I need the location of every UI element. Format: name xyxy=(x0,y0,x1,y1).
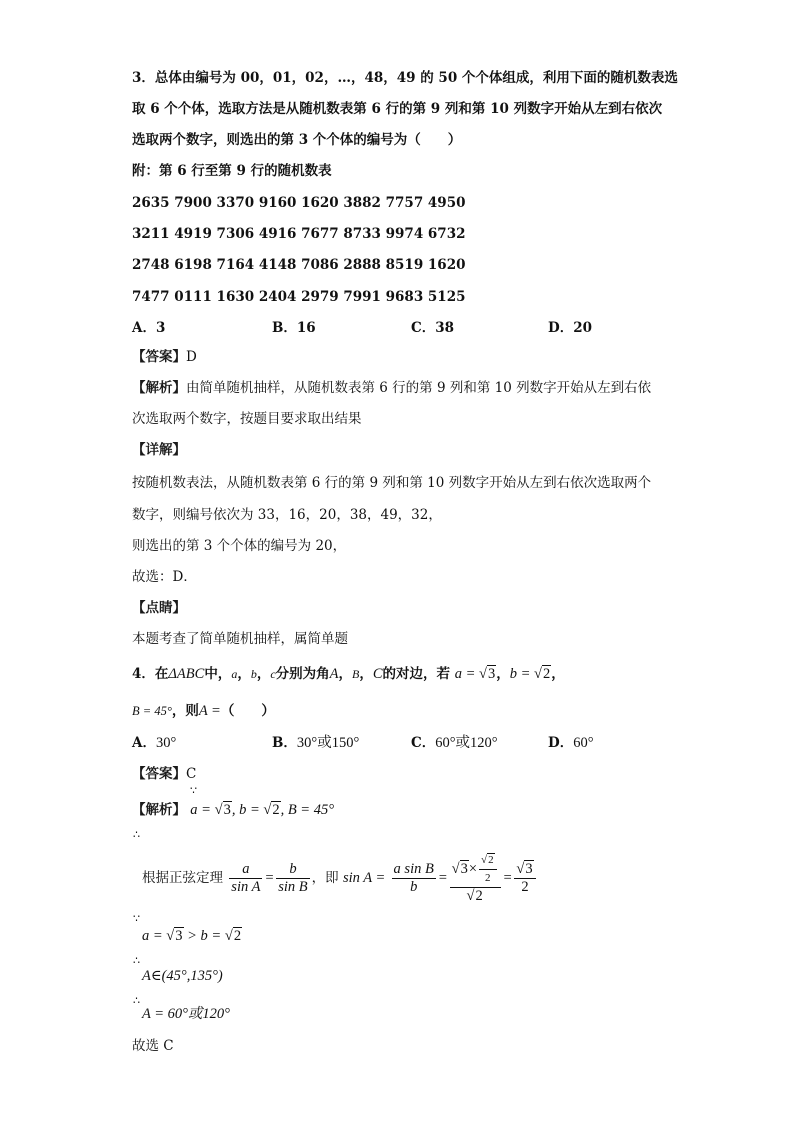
q3-detail-line-4: 故选：D． xyxy=(132,569,197,585)
times-symbol: × xyxy=(468,860,478,877)
q4-given-tail: , B = 45° xyxy=(280,802,335,818)
q4-option-a xyxy=(132,733,176,753)
q3-stem-line-3: 选取两个数字，则选出的第 3 个个体的编号为（ ） xyxy=(132,132,462,148)
q4-given-radicand-3: 3 xyxy=(223,802,231,818)
q3-detail-tag xyxy=(132,440,186,460)
q4-cond-b-lhs: b = xyxy=(509,666,531,682)
q3-option-d: D．20 xyxy=(548,320,592,336)
q3-analysis-text-1: 由简单随机抽样，从随机数表第 6 行的第 9 列和第 10 列数字开始从左到右依 xyxy=(186,380,652,396)
therefore-symbol-2: ∴ xyxy=(133,954,140,967)
q4-option-b-letter: B． xyxy=(272,735,297,751)
q3-detail-line-3: 则选出的第 3 个个体的编号为 20， xyxy=(132,538,347,554)
q4-sine-law-text: 根据正弦定理 xyxy=(142,870,223,886)
q4-comma-1: ， xyxy=(496,666,510,682)
q4-compare-mid: > b = xyxy=(187,928,222,944)
q4-analysis-tag: 【解析】 xyxy=(132,802,186,818)
q4-stem-line-2 xyxy=(132,701,275,721)
q4-var-c: c xyxy=(270,667,276,681)
frac-asinB: a sin B xyxy=(393,861,434,877)
q4-angle-b: B xyxy=(352,667,360,681)
compound-radicand-2: 2 xyxy=(475,888,483,904)
q4-var-b: b xyxy=(250,667,257,681)
q4-comma-2: ， xyxy=(551,666,565,682)
q4-result: A = 60°或120° xyxy=(142,1006,230,1022)
therefore-symbol-3: ∴ xyxy=(133,994,140,1007)
q4-conclusion: 故选 C xyxy=(132,1038,174,1054)
q4-stem-line-1: 4．在ΔABC中，a，b，c分别为角A，B，C的对边，若 a = √3，b = √2， xyxy=(132,666,565,682)
q3-detail-line-2: 数字，则编号依次为 33，16，20，38，49，32， xyxy=(132,507,442,523)
q3-comment-text: 本题考查了简单随机抽样，属简单题 xyxy=(132,631,348,647)
q4-angle-a: A xyxy=(329,666,339,682)
q4-cond-a-lhs: a = xyxy=(454,666,476,682)
q4-cond-angle-b: B = 45° xyxy=(132,704,172,718)
therefore-symbol-1: ∴ xyxy=(133,828,140,841)
q4-answer-value: C xyxy=(186,766,197,782)
result-radicand-3: 3 xyxy=(525,861,533,877)
q4-option-c-value: 60°或120° xyxy=(435,735,498,751)
q4-option-b xyxy=(272,733,359,753)
q3-stem-line-2: 取 6 个个体，选取方法是从随机数表第 6 行的第 9 列和第 10 列数字开始从左到右依次 xyxy=(132,101,663,117)
q3-detail-line-1: 按随机数表法，从随机数表第 6 行的第 9 列和第 10 列数字开始从左到右依次选取两个 xyxy=(132,475,652,491)
q3-table-row-3: 2748 6198 7164 4148 7086 2888 8519 1620 xyxy=(132,257,466,273)
q4-given-radicand-2: 2 xyxy=(272,802,280,818)
compound-radicand-3: 3 xyxy=(460,860,468,877)
frac-b-denominator: b xyxy=(410,879,418,895)
q4-option-b-value: 30°或150° xyxy=(296,735,360,751)
q4-stem-mid1: 中， xyxy=(204,666,232,682)
q4-stem-a-eq: A = xyxy=(198,703,221,719)
q4-cond-a-radicand: 3 xyxy=(487,666,496,682)
q4-option-d-letter: D． xyxy=(548,735,574,751)
q3-analysis-line-1 xyxy=(132,378,651,398)
because-symbol-1: ∵ xyxy=(190,784,197,797)
frac-result: $\frac{√3}{2}$ xyxy=(514,861,535,896)
q4-compare-expr: a = √3 > b = √2 xyxy=(142,928,242,944)
q4-var-a: a xyxy=(231,667,238,681)
frac-b-over-sinB xyxy=(276,861,309,896)
q4-given-eq: a = √3, b = √2, B = 45° xyxy=(190,802,335,818)
q4-option-d-value: 60° xyxy=(573,735,594,751)
q4-cond-a: a = √3 xyxy=(454,666,496,682)
frac-sinB: sin B xyxy=(278,879,308,895)
frac-a: a xyxy=(229,861,262,879)
q4-option-c xyxy=(411,733,498,753)
frac-sinA: sin A xyxy=(231,879,261,895)
q4-compare-line xyxy=(142,926,242,946)
q3-comment-tag-text: 【点睛】 xyxy=(132,600,186,616)
q4-compare-lhs: a = xyxy=(142,928,163,944)
q4-compare-radicand-2: 2 xyxy=(233,928,242,944)
q3-detail-tag-text: 【详解】 xyxy=(132,442,186,458)
q4-option-d xyxy=(548,733,594,753)
q4-stem-paren: （ ） xyxy=(220,703,275,719)
q4-sinA-label: sin A = xyxy=(342,870,386,886)
q4-option-a-letter: A． xyxy=(132,735,156,751)
q4-cond-b-radicand: 2 xyxy=(543,666,551,682)
q4-answer-tag: 【答案】 xyxy=(132,766,186,782)
q3-comment-tag xyxy=(132,598,186,618)
q4-answer-line xyxy=(132,764,196,784)
frac-compound: √3× $\frac{√2}{2}$ √2 xyxy=(450,852,501,905)
q3-answer-line xyxy=(132,347,197,367)
q3-option-a: A．3 xyxy=(132,320,166,336)
frac-b: b xyxy=(276,861,309,879)
q4-compare-radicand-3: 3 xyxy=(175,928,183,944)
q4-triangle: ΔABC xyxy=(168,666,205,682)
q4-stem-end: ，则 xyxy=(171,703,199,719)
q4-sine-law-line: 根据正弦定理 $\frac{a}{\text{sin A}}$ = $\frac{b}{\text{sin B}}$ ，即 sin A = $\frac{\text{a sin B}}{b}$ = √3× $\frac{√2}{2}$ √2 = $\frac{√3}{2}$ xyxy=(142,852,538,905)
frac-a-over-sinA xyxy=(229,861,262,896)
because-symbol-2: ∵ xyxy=(133,912,140,925)
q3-table-title: 附：第 6 行至第 9 行的随机数表 xyxy=(132,163,332,179)
q3-stem-line-1: 3．总体由编号为 00，01，02，…，48，49 的 50 个个体组成，利用下面的随机数表选 xyxy=(132,70,678,86)
q4-angle-c: C xyxy=(372,666,383,682)
q3-table-row-2: 3211 4919 7306 4916 7677 8733 9974 6732 xyxy=(132,226,466,242)
q4-stem-mid3: 的对边，若 xyxy=(382,666,451,682)
q4-option-c-letter: C． xyxy=(411,735,436,751)
q4-sine-law-join: ，即 xyxy=(311,870,339,886)
q3-answer-tag: 【答案】 xyxy=(132,349,186,365)
q4-stem-mid2: 分别为角 xyxy=(275,666,330,682)
q3-option-b: B．16 xyxy=(272,320,316,336)
q3-answer-value: D xyxy=(186,349,197,365)
q4-range: A∈(45°,135°) xyxy=(142,968,223,984)
q4-analysis-given xyxy=(132,800,334,820)
q3-table-row-1: 2635 7900 3370 9160 1620 3882 7757 4950 xyxy=(132,195,466,211)
frac-asinB-over-b xyxy=(392,861,436,896)
q4-cond-b: b = √2 xyxy=(509,666,551,682)
q4-stem-prefix: 4．在 xyxy=(132,666,169,682)
q3-analysis-tag: 【解析】 xyxy=(132,380,186,396)
compound-inner-radicand-2: 2 xyxy=(488,854,494,866)
q3-table-row-4: 7477 0111 1630 2404 2979 7991 9683 5125 xyxy=(132,289,466,305)
q3-analysis-line-2: 次选取两个数字，按题目要求取出结果 xyxy=(132,411,362,427)
q3-option-c: C．38 xyxy=(411,320,455,336)
q4-option-a-value: 30° xyxy=(155,735,177,751)
